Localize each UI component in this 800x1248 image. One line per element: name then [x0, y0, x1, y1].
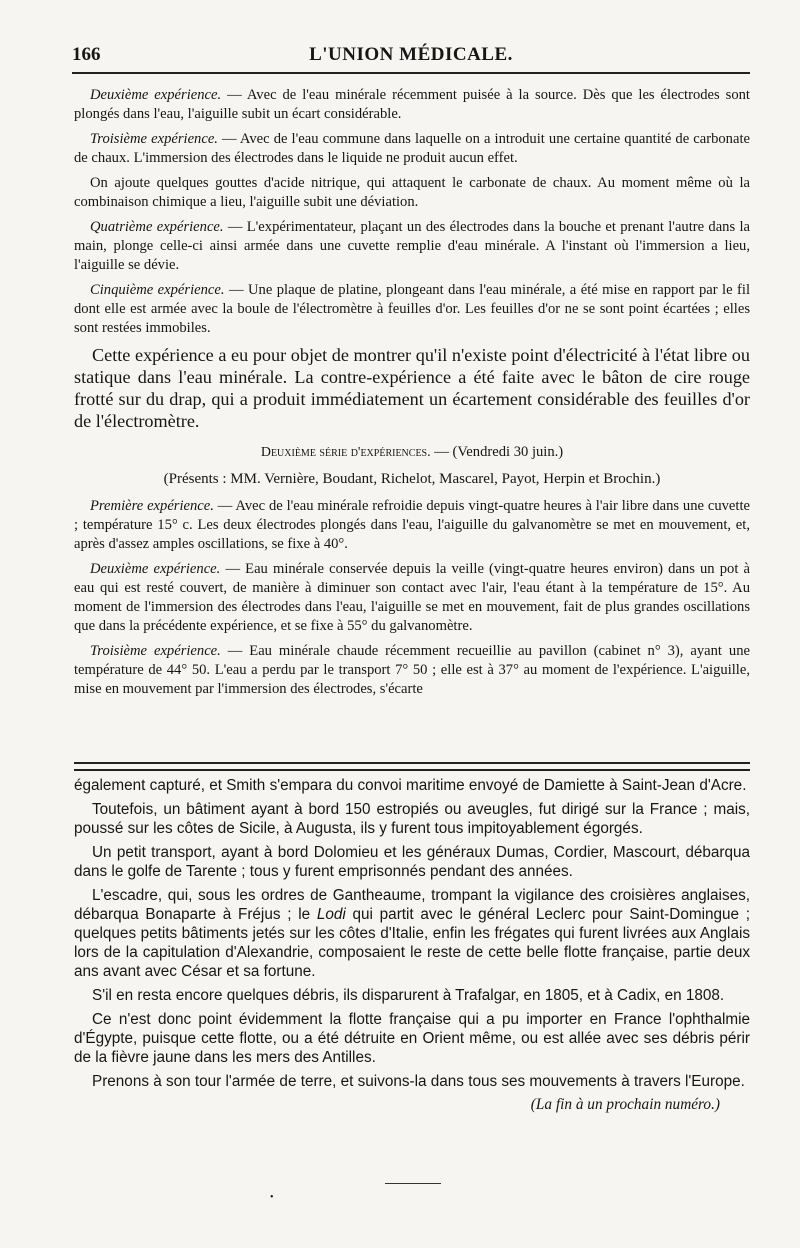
feuilleton-paragraph: Toutefois, un bâtiment ayant à bord 150 estropiés ou aveugles, fut dirigé sur la France ; mais, poussé sur les côtes de Sicile, à Augusta, ils y furent tous impitoyablement égorgés.	[74, 801, 750, 837]
experiment-text: — Avec de l'eau commune dans laquelle on a introduit une certaine quantité de carbonate de chaux. L'immersion des électrodes dans le liquide ne produit aucun effet.	[74, 131, 750, 166]
conclusion-paragraph: Cette expérience a eu pour objet de montrer qu'il n'existe point d'électricité à l'état libre ou statique dans l'eau minérale. La contre-expérience a été faite avec le bâton de cire rouge frotté sur du drap, qui a produit immédiatement un écartement considérable des feuilles d'or de l'électromètre.	[74, 345, 750, 431]
series-title-label: Deuxième série d'expériences.	[260, 445, 431, 460]
experiment-paragraph	[74, 497, 750, 554]
experiment-title: Cinquième expérience.	[90, 282, 225, 298]
end-rule	[385, 1183, 441, 1184]
feuilleton-paragraph: également capturé, et Smith s'empara du convoi maritime envoyé de Damiette à Saint-Jean d'Acre.	[74, 777, 747, 794]
experiment-text: — Avec de l'eau minérale refroidie depuis vingt-quatre heures à l'air libre dans une cuvette ; température 15° c. Les deux électrodes plongés dans l'eau, l'aiguille du galvanomètre se met en mouvement, et, après d'assez amples oscillations, se fixe à 40°.	[74, 498, 750, 552]
experiment-text: — Une plaque de platine, plongeant dans l'eau minérale, a été mise en rapport par le fil dont elle est armée avec la boule de l'électromètre à feuilles d'or. Les feuilles d'or ne se sont point écartées ; elles sont restées immobiles.	[74, 282, 751, 336]
page-header	[72, 40, 750, 70]
journal-title: L'UNION MÉDICALE.	[309, 44, 513, 65]
experiment-paragraph	[74, 130, 750, 168]
experiments-first-series	[74, 86, 750, 338]
experiment-paragraph	[74, 642, 750, 699]
experiment-title: Troisième expérience.	[90, 131, 218, 147]
feuilleton-text: qui partit avec le général Leclerc pour Saint-Domingue ; quelques petits bâtiments jetés sur les côtes d'Italie, enfin les frégates qui furent livrées aux Anglais lors de la capitulation d'Alexandrie, composaient le reste de cette belle flotte française, partie deux ans avant avec César et sa fortune.	[74, 906, 750, 980]
experiment-paragraph	[74, 174, 750, 212]
feuilleton-paragraph: Ce n'est donc point évidemment la flotte française qui a pu importer en France l'ophthalmie d'Égypte, puisque cette flotte, ou a été détruite en Orient même, ou est allée avec ses débris périr de la fièvre jaune dans les mers des Antilles.	[74, 1011, 750, 1066]
continuation-note: (La fin à un prochain numéro.)	[530, 1096, 720, 1113]
experiment-paragraph	[74, 86, 750, 124]
experiment-text: — Eau minérale conservée depuis la veille (vingt-quatre heures environ) dans un pot à eau qui est resté couvert, de manière à diminuer son contact avec l'air, l'eau étant à la température de 15°. Au moment de l'immersion des électrodes dans l'eau, l'aiguille se met en mouvement, fait de plus grandes oscillations que dans la précédente expérience, et se fixe à 55° du galvanomètre.	[74, 561, 750, 634]
feuilleton-paragraph: Un petit transport, ayant à bord Dolomieu et les généraux Dumas, Cordier, Mascourt, débarqua dans le golfe de Tarente ; tous y furent emprisonnés pendant des années.	[74, 844, 750, 880]
feuilleton-section	[74, 776, 750, 1114]
experiment-text: — L'expérimentateur, plaçant un des électrodes dans la bouche et prenant l'autre dans la main, plonge celle-ci ainsi armée dans une cuvette remplie d'eau minérale. A l'instant où l'immersion a lieu, l'aiguille se dévie.	[74, 219, 750, 273]
experiment-text: — Avec de l'eau minérale récemment puisée à la source. Dès que les électrodes sont plongés dans l'eau, l'aiguille subit un écart considérable.	[74, 87, 750, 122]
feuilleton-paragraph: Prenons à son tour l'armée de terre, et suivons-la dans tous ses mouvements à travers l'Europe.	[92, 1073, 745, 1090]
experiment-text: — Eau minérale chaude récemment recueillie au pavillon (cabinet n° 3), ayant une température de 44° 50. L'eau a perdu par le transport 7° 50 ; elle est à 37° au moment de l'expérience. L'aiguille, mise en mouvement par l'immersion des électrodes, s'écarte	[74, 643, 750, 697]
feuilleton-paragraph: S'il en resta encore quelques débris, ils disparurent à Trafalgar, en 1805, et à Cadix, en 1808.	[92, 987, 725, 1004]
experiment-title: Quatrième expérience.	[90, 219, 224, 235]
scientific-section	[74, 86, 750, 705]
experiment-title: Première expérience.	[90, 498, 214, 514]
attendees-line: (Présents : MM. Vernière, Boudant, Richelot, Mascarel, Payot, Herpin et Brochin.)	[163, 471, 661, 487]
experiment-paragraph	[74, 560, 750, 636]
ship-name: Lodi	[316, 906, 346, 923]
end-dot: •	[270, 1192, 274, 1203]
experiment-paragraph	[74, 281, 750, 338]
page-number: 166	[72, 44, 101, 65]
feuilleton-divider	[74, 762, 750, 771]
experiment-title: Deuxième expérience.	[90, 87, 222, 103]
series-title	[74, 442, 750, 463]
header-rule	[72, 72, 750, 74]
feuilleton-paragraph	[74, 886, 750, 981]
experiment-title: Deuxième expérience.	[90, 561, 221, 577]
experiments-second-series	[74, 497, 750, 699]
experiment-paragraph	[74, 218, 750, 275]
experiment-text: On ajoute quelques gouttes d'acide nitrique, qui attaquent le carbonate de chaux. Au moment même où la combinaison chimique a lieu, l'aiguille subit une déviation.	[74, 175, 750, 210]
feuilleton-text: L'escadre, qui, sous les ordres de Gantheaume, trompant la vigilance des croisières anglaises, débarqua Bonaparte à Fréjus ; le	[74, 887, 750, 923]
experiment-title: Troisième expérience.	[90, 643, 221, 659]
series-title-date: — (Vendredi 30 juin.)	[430, 444, 564, 460]
